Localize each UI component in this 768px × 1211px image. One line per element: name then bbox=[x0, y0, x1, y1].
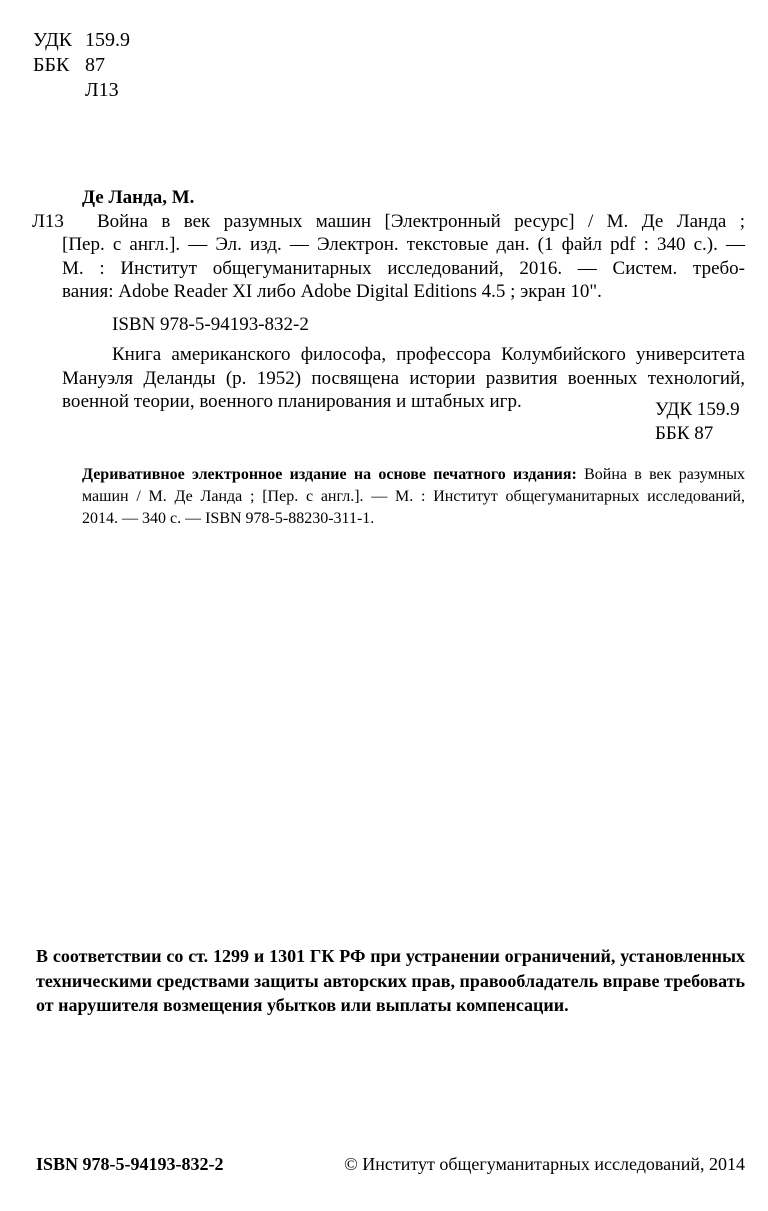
bbk-right: ББК 87 bbox=[655, 423, 714, 444]
legal-line: техническими средствами защиты авторских прав, правообладатель вправе требовать bbox=[36, 970, 745, 991]
bib-line: вания: Adobe Reader XI либо Adobe Digital Editions 4.5 ; экран 10". bbox=[62, 281, 602, 302]
legal-line: В соответствии со ст. 1299 и 1301 ГК РФ при устранении ограничений, установленных bbox=[36, 946, 745, 966]
derivative-line bbox=[82, 464, 745, 486]
isbn-line: ISBN 978-5-94193-832-2 bbox=[112, 313, 309, 335]
derivative-edition-note bbox=[82, 464, 745, 530]
catalog-index: Л13 bbox=[32, 210, 64, 232]
author-heading: Де Ланда, М. bbox=[82, 187, 195, 208]
annotation-paragraph bbox=[62, 343, 745, 414]
derivative-line: машин / М. Де Ланда ; [Пер. с англ.]. — М. : Институт общегуманитарных исследований, bbox=[82, 488, 745, 505]
legal-line: от нарушителя возмещения убытков или выплаты компенсации. bbox=[36, 995, 569, 1015]
right-classification-codes bbox=[655, 398, 740, 446]
top-classification-codes bbox=[33, 28, 130, 103]
udk-label: УДК bbox=[33, 29, 73, 51]
derivative-lead-rest: Война в век разумных bbox=[576, 466, 746, 483]
bbk-label: ББК bbox=[33, 54, 70, 76]
bib-line: М. : Институт общегуманитарных исследований, 2016. — Систем. требо- bbox=[62, 257, 745, 279]
derivative-line: 2014. — 340 с. — ISBN 978-5-88230-311-1. bbox=[82, 510, 375, 527]
footer-copyright: © Институт общегуманитарных исследований, 2014 bbox=[344, 1154, 745, 1174]
bib-line: Война в век разумных машин [Электронный ресурс] / М. Де Ланда ; bbox=[97, 210, 745, 232]
annotation-line: военной теории, военного планирования и штабных игр. bbox=[62, 391, 522, 412]
annotation-line: Книга американского философа, профессора Колумбийского университета bbox=[112, 344, 745, 365]
annotation-line: Мануэля Деланды (р. 1952) посвящена истории развития военных технологий, bbox=[62, 367, 745, 389]
bibliographic-description bbox=[32, 210, 745, 304]
author-sign-row bbox=[33, 78, 130, 103]
bbk-value: 87 bbox=[85, 54, 105, 76]
footer-isbn: ISBN 978-5-94193-832-2 bbox=[36, 1154, 224, 1174]
author-sign-value: Л13 bbox=[85, 79, 119, 101]
udk-value: 159.9 bbox=[85, 29, 130, 51]
bbk-code-row bbox=[33, 53, 130, 78]
udk-code-row bbox=[33, 28, 130, 53]
bib-line: [Пер. с англ.]. — Эл. изд. — Электрон. текстовые дан. (1 файл pdf : 340 с.). — bbox=[62, 234, 745, 255]
derivative-lead-bold: Деривативное электронное издание на основе печатного издания: bbox=[82, 466, 577, 483]
empty-label bbox=[33, 78, 85, 103]
udk-right: УДК 159.9 bbox=[655, 399, 740, 420]
page-footer bbox=[36, 1152, 745, 1176]
catalog-card bbox=[32, 186, 745, 414]
legal-notice bbox=[36, 944, 745, 1018]
